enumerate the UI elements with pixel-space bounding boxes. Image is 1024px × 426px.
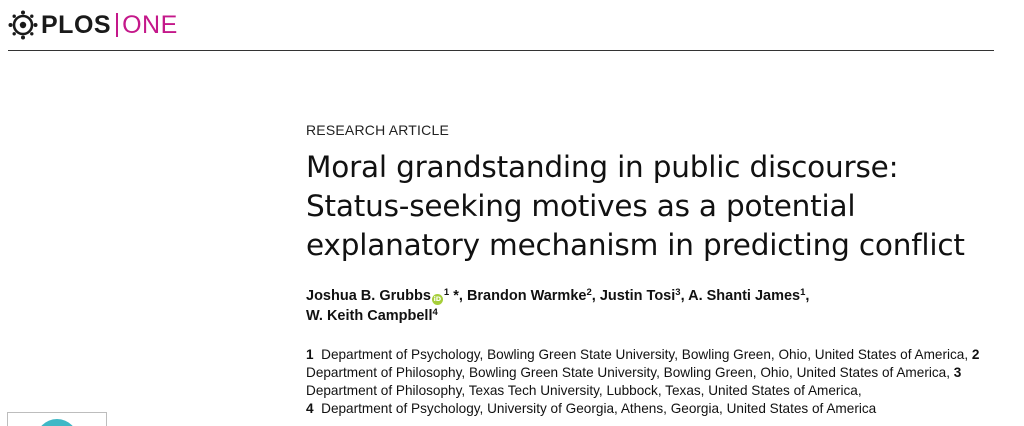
author-affiliation-ref: 4 [432,307,438,318]
logo-one-text: ONE [122,10,178,39]
affiliation-text: Department of Philosophy, Bowling Green State University, Bowling Green, Ohio, United States of America [306,365,947,380]
logo-divider [116,13,118,37]
author-affiliation-ref: 3 [675,287,681,298]
author-affiliation-ref: 1 [800,287,806,298]
plos-gear-icon [8,10,38,40]
affiliation-text: Department of Psychology, Bowling Green State University, Bowling Green, Ohio, United States of America [321,347,965,362]
author-name[interactable]: Joshua B. Grubbs [306,288,431,304]
affiliation-number: 4 [306,401,314,416]
corresponding-author-mark: * [453,288,459,304]
author-affiliation-ref: 1 [443,287,450,298]
affiliation-list: 1 Department of Psychology, Bowling Green State University, Bowling Green, Ohio, United States of America, 2 Department of Philosophy, Bowling Green State University, Bowling Green, Ohio, United States of America, 3 Department of Philosophy, Texas Tech University, Lubbock, Texas, United States of America, 4 Department of Psychology, University of Georgia, Athens, Georgia, United States of America [306,347,980,416]
article-front-matter [306,121,996,418]
logo-plos-text: PLOS [41,10,112,39]
author-name[interactable]: A. Shanti James [688,288,801,304]
affiliation-number: 1 [306,347,314,362]
author-list: Joshua B. Grubbs $iD^1$ *, Brandon Warmke$^2$, Justin Tosi$^3$, A. Shanti James$^1$, W. Keith Campbell$^4$ [306,287,810,324]
affiliation-text: Department of Psychology, University of Georgia, Athens, Georgia, United States of America [321,401,877,416]
plos-one-logo[interactable] [8,9,178,41]
article-category: RESEARCH ARTICLE [306,122,449,138]
affiliation-number: 2 [971,347,980,362]
orcid-icon[interactable]: iD [433,295,442,303]
author-name[interactable]: Justin Tosi [599,288,676,304]
author-name[interactable]: W. Keith Campbell [306,308,433,324]
article-title: Moral grandstanding in public discourse: Status-seeking motives as a potential explanatory mechanism in predicting conflict [306,150,965,262]
author-affiliation-ref: 2 [586,287,592,298]
affiliation-text: Department of Philosophy, Texas Tech University, Lubbock, Texas, United States of America [306,383,858,398]
author-name[interactable]: Brandon Warmke [466,288,587,304]
affiliation-number: 3 [953,365,962,380]
header-divider [8,50,994,51]
